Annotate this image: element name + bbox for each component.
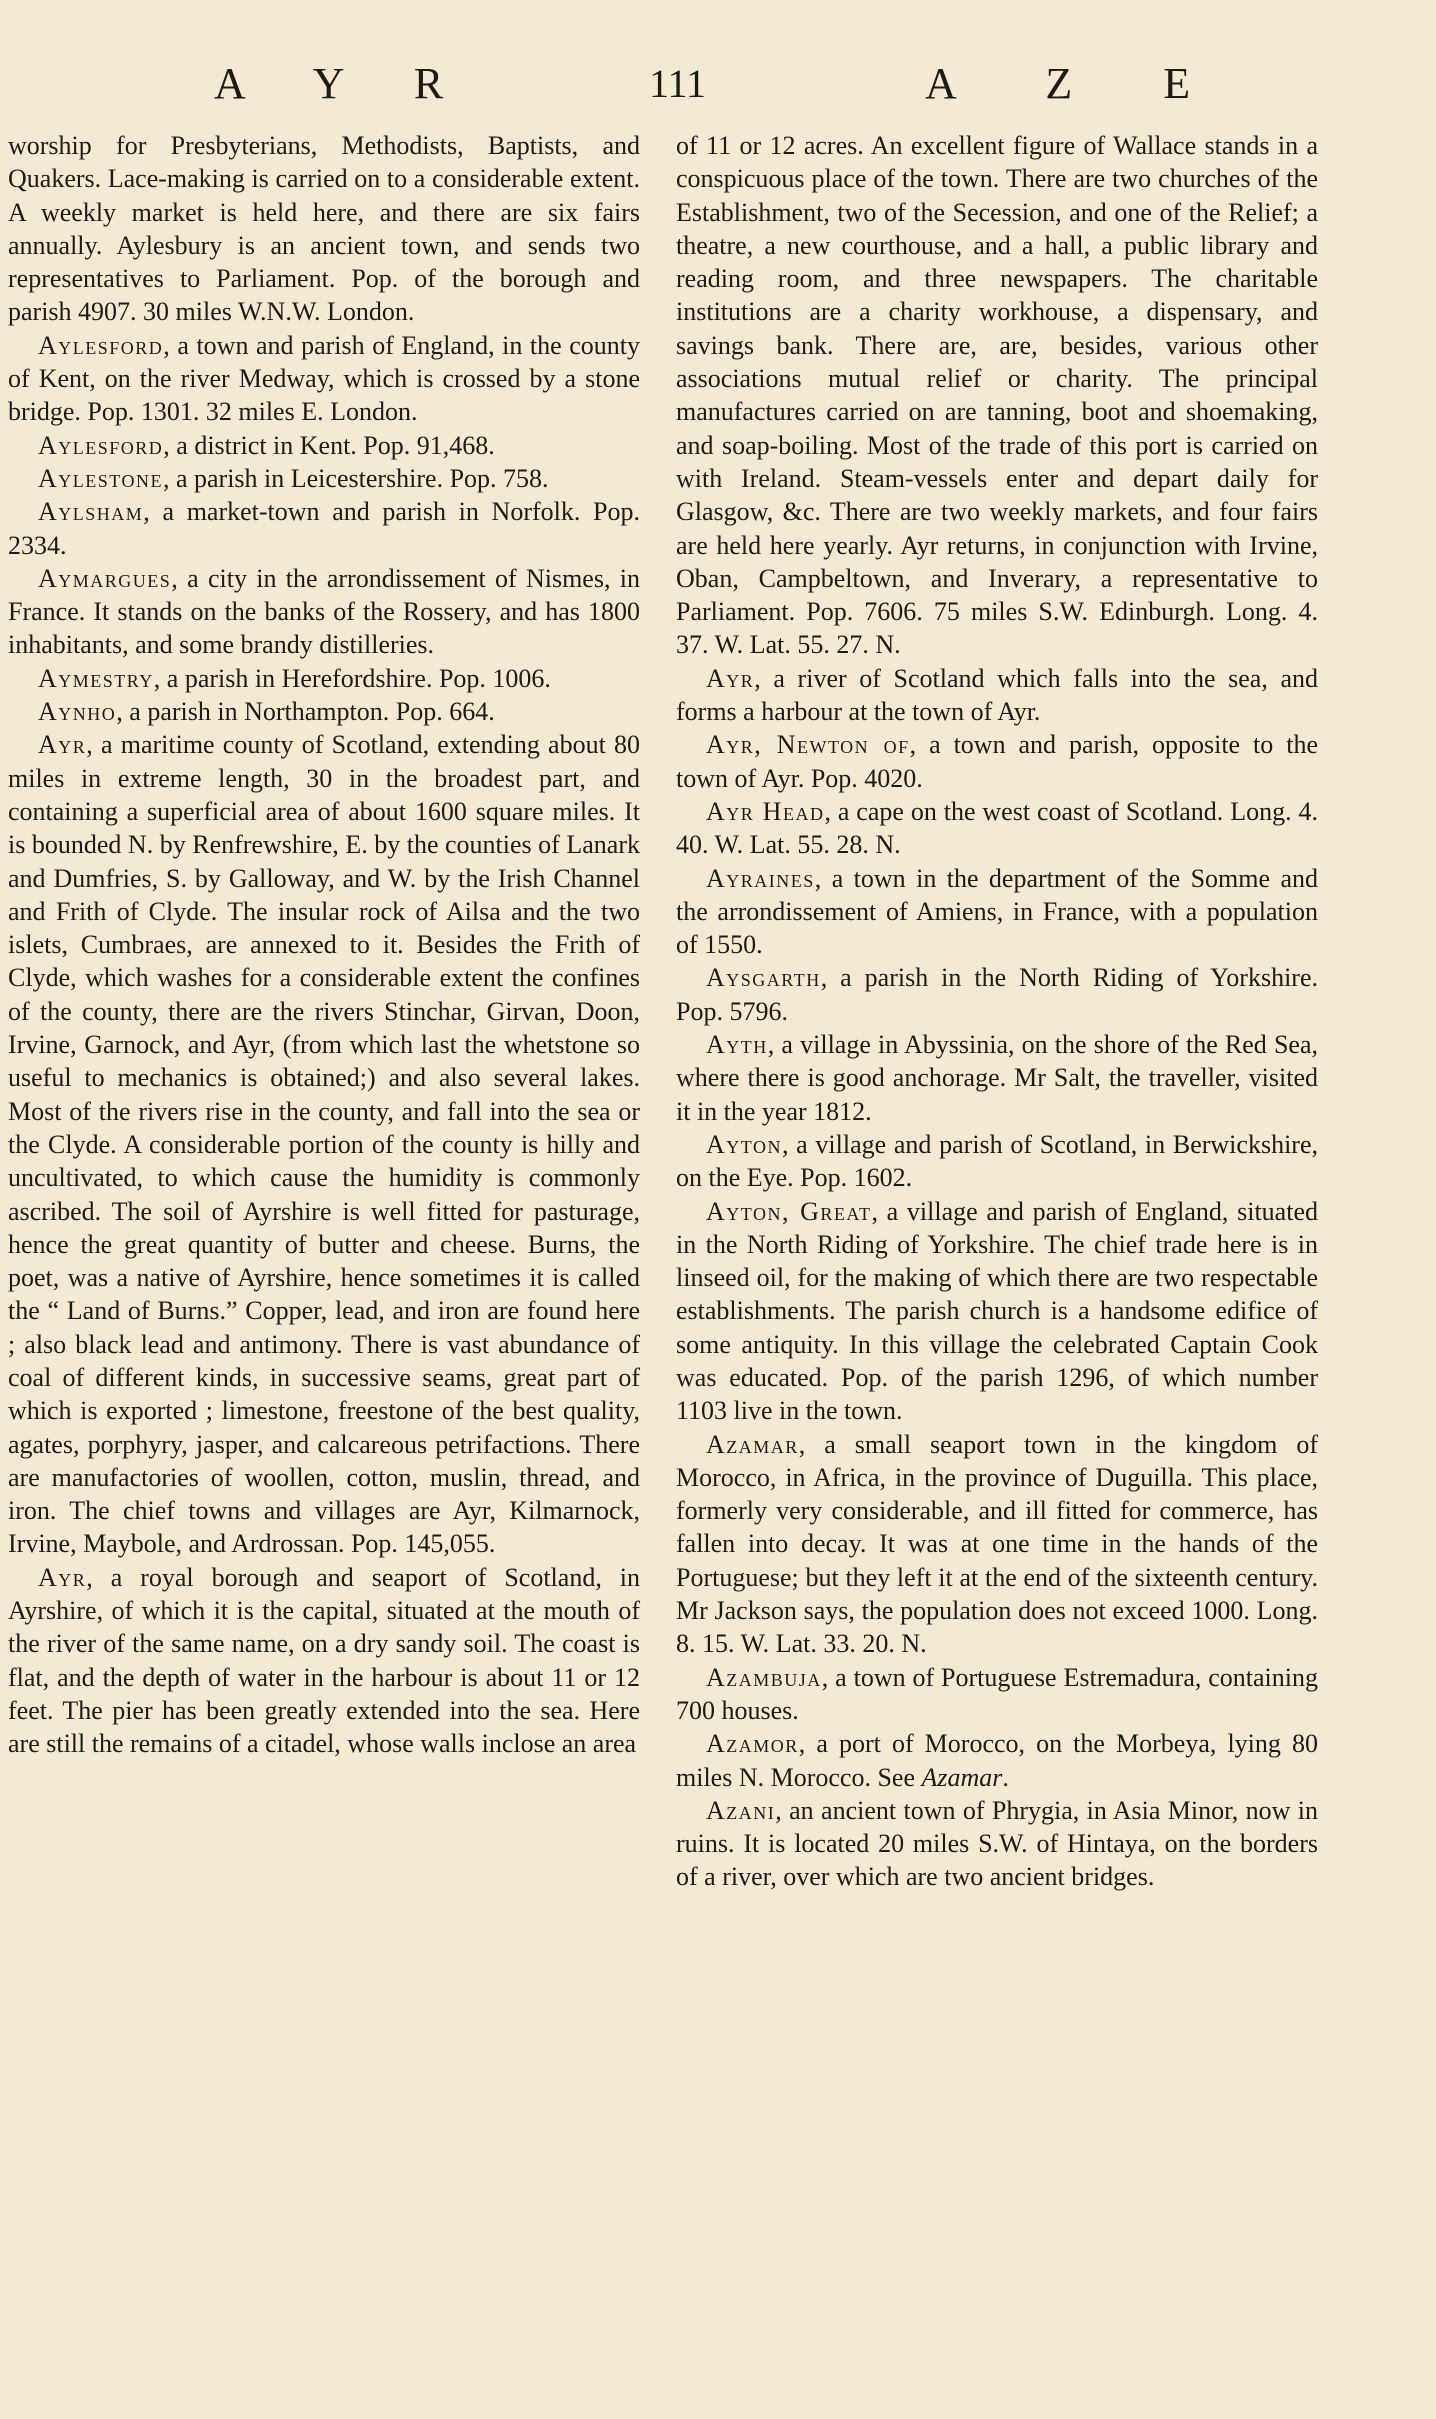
headword: Ayton xyxy=(706,1129,782,1159)
continuation-paragraph: of 11 or 12 acres. An excellent figure of Wallace stands in a conspicuous place of the town. There are two churches of the Establishment, two of the Secession, and one of the Relief; a theatre, a new courthouse, and a hall, a public library and reading room, and three newspapers. The charitable institutions are a charity workhouse, a dispensary, and savings bank. There are, are, besides, various other associations mutual relief or charity. The principal manufactures carried on are tanning, boot and shoemaking, and soap-boiling. Most of the trade of this port is carried on with Ireland. Steam-vessels enter and depart daily for Glasgow, &c. There are two weekly markets, and four fairs are held here yearly. Ayr returns, in conjunction with Irvine, Oban, Campbeltown, and Inverary, a representative to Parliament. Pop. 7606. 75 miles S.W. Edinburgh. Long. 4. 37. W. Lat. 55. 27. N. xyxy=(676,131,1318,660)
headword: Azamor xyxy=(706,1729,799,1759)
headword: Ayr, Newton of xyxy=(706,730,910,760)
entry-text: , a city in the arrondissement of Nismes, in France. It stands on the banks of the Rossery, and has 1800 inhabitants, and some brandy distilleries. xyxy=(8,563,640,660)
entry-text: , a village and parish of Scotland, in Berwickshire, on the Eye. Pop. 1602. xyxy=(676,1129,1318,1193)
entry-text: , a town of Portuguese Estremadura, containing 700 houses. xyxy=(676,1662,1318,1725)
entry-ayr-borough xyxy=(8,1561,640,1761)
entry-aymestry xyxy=(8,662,640,695)
entry-azani xyxy=(676,1794,1318,1894)
headword: Ayr Head xyxy=(706,796,825,826)
entry-aylesford xyxy=(8,329,640,429)
cross-reference: Azamar xyxy=(921,1762,1003,1792)
entry-ayr-county xyxy=(8,728,640,1560)
entry-ayton xyxy=(676,1128,1318,1195)
entry-ayr-head xyxy=(676,795,1318,862)
headword: Azambuja xyxy=(706,1662,822,1692)
entry-azamor xyxy=(676,1727,1318,1794)
entry-aynho xyxy=(8,695,640,728)
entry-text: , a town and parish of England, in the county of Kent, on the river Medway, which is crossed by a stone bridge. Pop. 1301. 32 miles E. London. xyxy=(8,330,640,427)
headword: Azamar xyxy=(706,1429,799,1459)
left-column xyxy=(8,129,640,1761)
entry-text: , a market-town and parish in Norfolk. Pop. 2334. xyxy=(8,497,640,560)
headword: Ayraines xyxy=(706,863,815,893)
headword: Aylesford xyxy=(38,430,164,460)
entry-text: , a parish in Northampton. Pop. 664. xyxy=(116,697,495,727)
headword: Aymestry xyxy=(38,663,154,693)
headword: Aylesford xyxy=(38,330,164,360)
headword: Ayton, Great xyxy=(706,1196,872,1226)
running-head-left: A Y R xyxy=(214,59,474,108)
entry-text: , a parish in the North Riding of Yorkshire. Pop. 5796. xyxy=(676,963,1318,1026)
entry-text: , a cape on the west coast of Scotland. Long. 4. 40. W. Lat. 55. 28. N. xyxy=(676,796,1318,860)
entry-text: , a maritime county of Scotland, extending about 80 miles in extreme length, 30 in the broadest part, and containing a superficial area of about 1600 square miles. It is bounded N. by Renfrewshire, E. by the counties of Lanark and Dumfries, S. by Galloway, and W. by the Irish Channel and Frith of Clyde. The insular rock of Ailsa and the two islets, Cumbraes, are annexed to it. Besides the Frith of Clyde, which washes for a considerable extent the confines of the county, there are the rivers Stinchar, Girvan, Doon, Irvine, Garnock, and Ayr, (from which last the whetstone so useful to mechanics is obtained;) and also several lakes. Most of the rivers rise in the county, and fall into the sea or the Clyde. A considerable portion of the county is hilly and uncultivated, to which cause the humidity is commonly ascribed. The soil of Ayrshire is well fitted for pasturage, hence the great quantity of butter and cheese. Burns, the poet, was a native of Ayrshire, hence sometimes it is called the “ Land of Burns.” Copper, lead, and iron are found here ; also black lead and antimony. There is vast abundance of coal of different kinds, in successive seams, great part of which is exported ; limestone, freestone of the best quality, agates, porphyry, jasper, and calcareous petrifactions. There are manufactories of woollen, cotton, muslin, thread, and iron. The chief towns and villages are Ayr, Kilmarnock, Irvine, Maybole, and Ardrossan. Pop. 145,055. xyxy=(8,730,640,1559)
entry-text: , a port of Morocco, on the Morbeya, lying 80 miles N. Morocco. See xyxy=(676,1729,1318,1792)
entry-text: , a parish in Herefordshire. Pop. 1006. xyxy=(153,663,551,693)
continuation-paragraph: worship for Presbyterians, Methodists, Baptists, and Quakers. Lace-making is carried on to a considerable extent. A weekly market is held here, and there are six fairs annually. Aylesbury is an ancient town, and sends two representatives to Parliament. Pop. of the borough and parish 4907. 30 miles W.N.W. London. xyxy=(8,131,640,327)
entry-text: , a parish in Leicestershire. Pop. 758. xyxy=(162,463,549,493)
entry-azamar xyxy=(676,1428,1318,1661)
headword: Ayr xyxy=(38,730,87,760)
entry-text: , a town and parish, opposite to the town of Ayr. Pop. 4020. xyxy=(676,730,1318,793)
page-number: 111 xyxy=(649,61,707,106)
entry-aymargues xyxy=(8,562,640,662)
entry-text: , a village in Abyssinia, on the shore of the Red Sea, where there is good anchorage. Mr Salt, the traveller, visited it in the year 1812. xyxy=(676,1030,1318,1126)
entry-aylsham xyxy=(8,495,640,562)
headword: Aynho xyxy=(38,697,117,727)
entry-ayton-great xyxy=(676,1195,1318,1428)
headword: Azani xyxy=(706,1795,776,1825)
entry-text: , a village and parish of England, situated in the North Riding of Yorkshire. The chief trade here is in linseed oil, for the making of which there are two respectable establishments. The parish church is a handsome edifice of some antiquity. In this village the celebrated Captain Cook was educated. Pop. of the parish 1296, of which number 1103 live in the town. xyxy=(676,1196,1318,1426)
running-head xyxy=(0,58,1436,118)
entry-text: , a river of Scotland which falls into the sea, and forms a harbour at the town of Ayr. xyxy=(676,663,1318,727)
entry-text: , a town in the department of the Somme and the arrondissement of Amiens, in France, with a population of 1550. xyxy=(676,863,1318,960)
entry-text: , a royal borough and seaport of Scotland, in Ayrshire, of which it is the capital, situated at the mouth of the river of the same name, on a dry sandy soil. The coast is flat, and the depth of water in the harbour is about 11 or 12 feet. The pier has been greatly extended into the sea. Here are still the remains of a citadel, whose walls inclose an area xyxy=(8,1562,640,1759)
entry-aylestone xyxy=(8,462,640,495)
headword: Aylsham xyxy=(38,497,144,527)
entry-ayraines xyxy=(676,862,1318,962)
entry-azambuja xyxy=(676,1661,1318,1728)
entry-aysgarth xyxy=(676,961,1318,1028)
headword: Ayr xyxy=(706,663,755,693)
entry-ayr-river xyxy=(676,662,1318,729)
entry-tail: . xyxy=(1002,1762,1009,1792)
headword: Aymargues xyxy=(38,563,172,593)
entry-aylesford-district xyxy=(8,429,640,462)
entry-ayr-newton xyxy=(676,728,1318,795)
headword: Aysgarth xyxy=(706,963,821,993)
headword: Ayth xyxy=(706,1030,768,1060)
headword: Ayr xyxy=(38,1562,87,1592)
entry-text: , a small seaport town in the kingdom of Morocco, in Africa, in the province of Duguilla. This place, formerly very considerable, and ill fitted for commerce, has fallen into decay. It was at one time in the hands of the Portuguese; but they left it at the end of the sixteenth century. Mr Jackson says, the population does not exceed 1000. Long. 8. 15. W. Lat. 33. 20. N. xyxy=(676,1429,1318,1659)
entry-ayth xyxy=(676,1028,1318,1128)
right-column xyxy=(676,129,1318,1894)
running-head-right: A Z E xyxy=(925,59,1231,108)
entry-text: , a district in Kent. Pop. 91,468. xyxy=(163,430,495,460)
headword: Aylestone xyxy=(38,463,163,493)
entry-text: , an ancient town of Phrygia, in Asia Minor, now in ruins. It is located 20 miles S.W. of Hintaya, on the borders of a river, over which are two ancient bridges. xyxy=(676,1795,1318,1892)
